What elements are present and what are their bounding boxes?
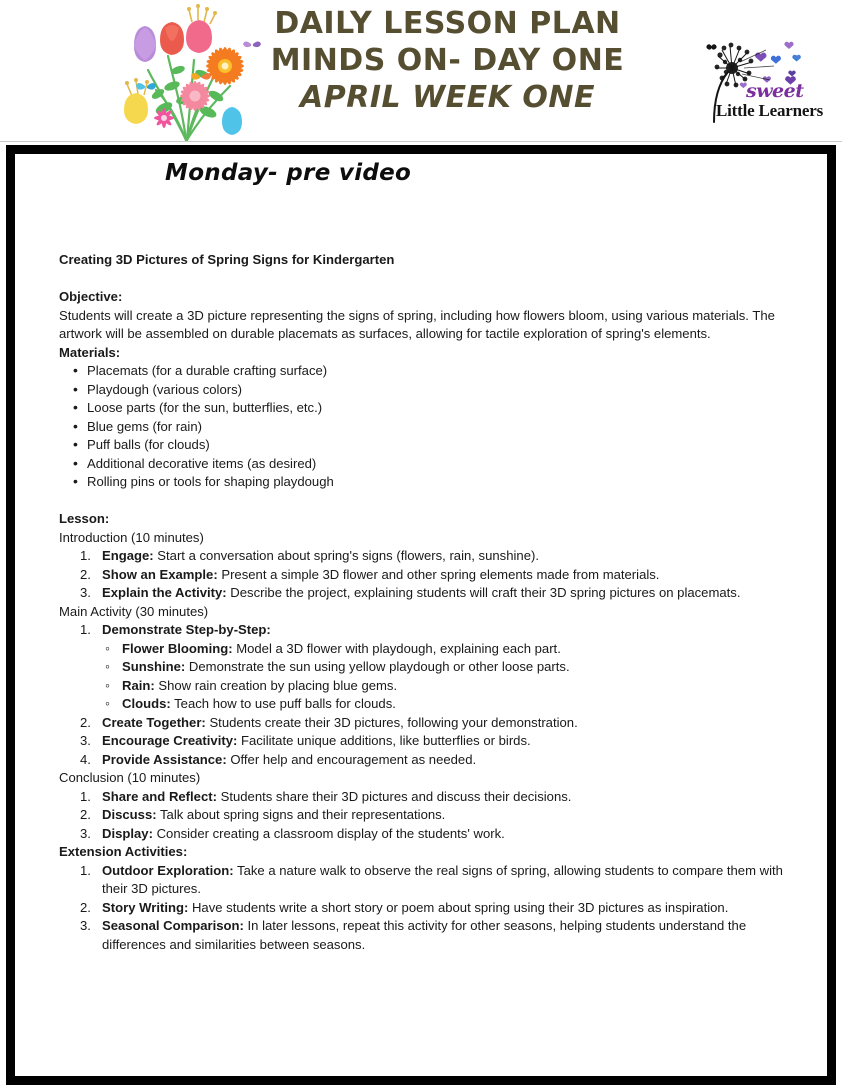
main-activity-list-rest	[59, 714, 794, 770]
item-text: Present a simple 3D flower and other spring elements made from materials.	[217, 566, 660, 582]
page-header	[0, 0, 842, 142]
list-item	[59, 566, 794, 585]
main-activity-list	[59, 621, 794, 640]
list-item: • Puff balls (for clouds)	[87, 436, 794, 455]
logo-script-word: sweet	[746, 80, 804, 102]
list-item	[59, 621, 794, 640]
conclusion-label: Conclusion (10 minutes)	[59, 770, 201, 785]
list-item: • Rolling pins or tools for shaping playdough	[87, 473, 794, 492]
introduction-list	[59, 547, 794, 603]
list-item	[59, 788, 794, 807]
list-item	[59, 658, 794, 677]
extension-list	[59, 862, 794, 955]
content-sheet	[15, 154, 827, 1076]
list-item: • Additional decorative items (as desired)	[87, 455, 794, 474]
list-item	[59, 862, 794, 899]
item-label: Rain:	[122, 677, 155, 693]
list-item	[59, 677, 794, 696]
item-text: In later lessons, repeat this activity for other seasons, helping students understand the differences and similarities between seasons.	[102, 918, 747, 952]
list-item	[59, 547, 794, 566]
item-label: Demonstrate Step-by-Step:	[102, 622, 271, 637]
item-text: Facilitate unique additions, like butterflies or birds.	[237, 733, 531, 748]
header-divider	[0, 141, 842, 142]
item-label: Provide Assistance:	[102, 751, 227, 767]
list-item	[59, 695, 794, 714]
list-item	[59, 732, 794, 751]
header-title-line-2: MINDS ON- DAY ONE	[270, 43, 625, 78]
item-text: Students create their 3D pictures, following your demonstration.	[205, 714, 578, 730]
day-heading: Monday- pre video	[165, 160, 412, 186]
list-item	[59, 640, 794, 659]
list-item	[59, 917, 794, 954]
introduction-label: Introduction (10 minutes)	[59, 529, 204, 545]
lesson-body	[59, 251, 794, 954]
item-text: Take a nature walk to observe the real signs of spring, allowing students to compare them with their 3D pictures.	[102, 862, 783, 896]
materials-label: Materials:	[59, 344, 121, 360]
item-label: Flower Blooming:	[122, 640, 233, 656]
content-frame	[6, 145, 836, 1085]
objective-label: Objective:	[59, 289, 123, 304]
conclusion-list	[59, 788, 794, 844]
item-text: Teach how to use puff balls for clouds.	[170, 696, 396, 711]
item-text: Model a 3D flower with playdough, explaining each part.	[232, 640, 561, 656]
item-text: Talk about spring signs and their representations.	[156, 807, 446, 822]
item-label: Outdoor Exploration:	[102, 862, 234, 878]
main-activity-substeps	[59, 640, 794, 714]
spring-flower-bouquet-icon	[112, 4, 262, 142]
item-text: Offer help and encouragement as needed.	[226, 751, 477, 767]
header-title-line-3	[270, 80, 625, 115]
item-text: Have students write a short story or poem about spring using their 3D pictures as inspiration.	[188, 899, 729, 915]
brand-logo	[700, 22, 822, 130]
list-item	[59, 806, 794, 825]
item-label: Story Writing:	[102, 899, 189, 915]
list-item	[59, 825, 794, 844]
item-label: Create Together:	[102, 714, 206, 730]
list-item: • Blue gems (for rain)	[87, 418, 794, 437]
item-label: Engage:	[102, 548, 154, 563]
item-text: Consider creating a classroom display of the students' work.	[152, 825, 505, 841]
document-title: Creating 3D Pictures of Spring Signs for Kindergarten	[59, 252, 395, 267]
item-text: Students share their 3D pictures and discuss their decisions.	[216, 788, 572, 804]
item-text: Demonstrate the sun using yellow playdough or other loose parts.	[185, 659, 570, 674]
item-label: Seasonal Comparison:	[102, 918, 244, 933]
item-label: Show an Example:	[102, 566, 218, 582]
item-label: Clouds:	[122, 696, 171, 711]
item-label: Encourage Creativity:	[102, 733, 238, 748]
extension-label: Extension Activities:	[59, 844, 188, 859]
list-item	[59, 584, 794, 603]
list-item: • Loose parts (for the sun, butterflies, etc.)	[87, 399, 794, 418]
objective-text: Students will create a 3D picture representing the signs of spring, including how flowers bloom, using various materials. The artwork will be assembled on durable placemats as surfaces, allowing for tactile exploration of spring's elements.	[59, 307, 775, 341]
item-text: Show rain creation by placing blue gems.	[154, 677, 398, 693]
list-item: • Playdough (various colors)	[87, 381, 794, 400]
list-item	[59, 751, 794, 770]
item-text: Start a conversation about spring's signs (flowers, rain, sunshine).	[153, 548, 539, 563]
item-label: Share and Reflect:	[102, 788, 217, 804]
item-label: Explain the Activity:	[102, 585, 227, 600]
list-item	[59, 714, 794, 733]
logo-name: Little Learners	[716, 101, 823, 120]
header-title-block	[270, 6, 625, 115]
header-title-week: WEEK ONE	[412, 80, 595, 115]
item-label: Sunshine:	[122, 659, 186, 674]
list-item	[59, 899, 794, 918]
header-title-month: APRIL	[300, 80, 413, 115]
section-spacer	[59, 492, 794, 511]
header-title-line-1: DAILY LESSON PLAN	[274, 6, 621, 41]
main-activity-label: Main Activity (30 minutes)	[59, 603, 209, 619]
item-text: Describe the project, explaining students will craft their 3D spring pictures on placemats.	[226, 585, 741, 600]
item-label: Discuss:	[102, 807, 157, 822]
list-item: • Placemats (for a durable crafting surface)	[87, 362, 794, 381]
item-label: Display:	[102, 825, 153, 841]
materials-list	[59, 362, 794, 492]
lesson-label: Lesson:	[59, 511, 110, 526]
